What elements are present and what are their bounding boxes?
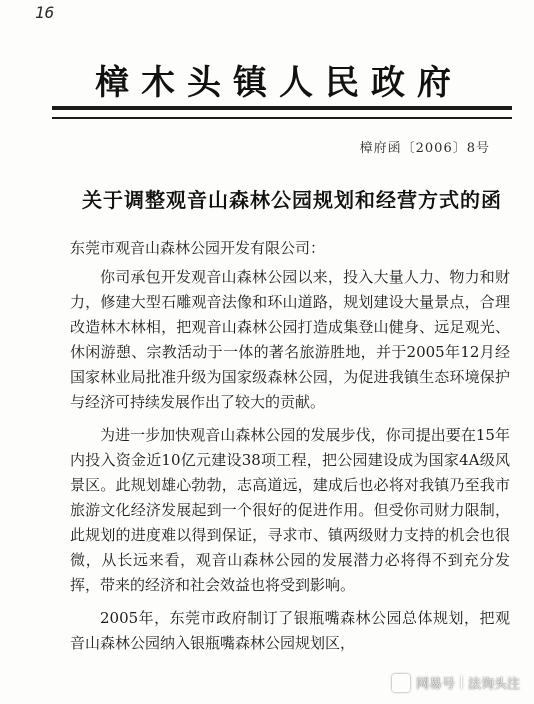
watermark-right-text: 法询头注 <box>467 677 520 692</box>
letterhead: 樟木头镇人民政府 <box>95 63 463 103</box>
paragraph: 2005年，东莞市政府制订了银瓶嘴森林公园总体规划，把观音山森林公园纳入银瓶嘴森林公园规划区， <box>70 609 510 652</box>
document-body <box>70 236 510 656</box>
letterhead-rule-thick <box>52 106 512 110</box>
watermark-left-text: 网易号 <box>415 677 455 692</box>
paragraph: 为进一步加快观音山森林公园的发展步伐，你司提出要在15年内投入资金近10亿元建设38项工程，把公园建设成为国家4A级风景区。此规划雄心勃勃，志高道远，建成后也必将对我镇乃至我市旅游文化经济发展起到一个很好的促进作用。但受你司财力限制，此规划的进度难以得到保证，寻求市、镇两级财力支持的机会也很微，从长远来看，观音山森林公园的发展潜力必将得不到充分发挥，带来的经济和社会效益也将受到影响。 <box>70 426 510 594</box>
salutation: 东莞市观音山森林公园开发有限公司： <box>70 239 326 257</box>
letterhead-rule-thin <box>52 117 512 119</box>
document-number: 樟府函〔2006〕8号 <box>359 141 490 156</box>
document-title: 关于调整观音山森林公园规划和经营方式的函 <box>82 188 502 212</box>
page-number: 16 <box>35 3 55 22</box>
source-watermark <box>392 673 520 692</box>
paragraph: 你司承包开发观音山森林公园以来，投入大量人力、物力和财力，修建大型石雕观音法像和环山道路，规划建设大量景点，合理改造林木林相，把观音山森林公园打造成集登山健身、远足观光、休闲游憩、宗教活动于一体的著名旅游胜地，并于2005年12月经国家林业局批准升级为国家级森林公园，为促进我镇生态环境保护与经济可持续发展作出了较大的贡献。 <box>70 268 510 411</box>
watermark-separator <box>461 676 462 689</box>
netease-logo-icon <box>392 674 410 692</box>
